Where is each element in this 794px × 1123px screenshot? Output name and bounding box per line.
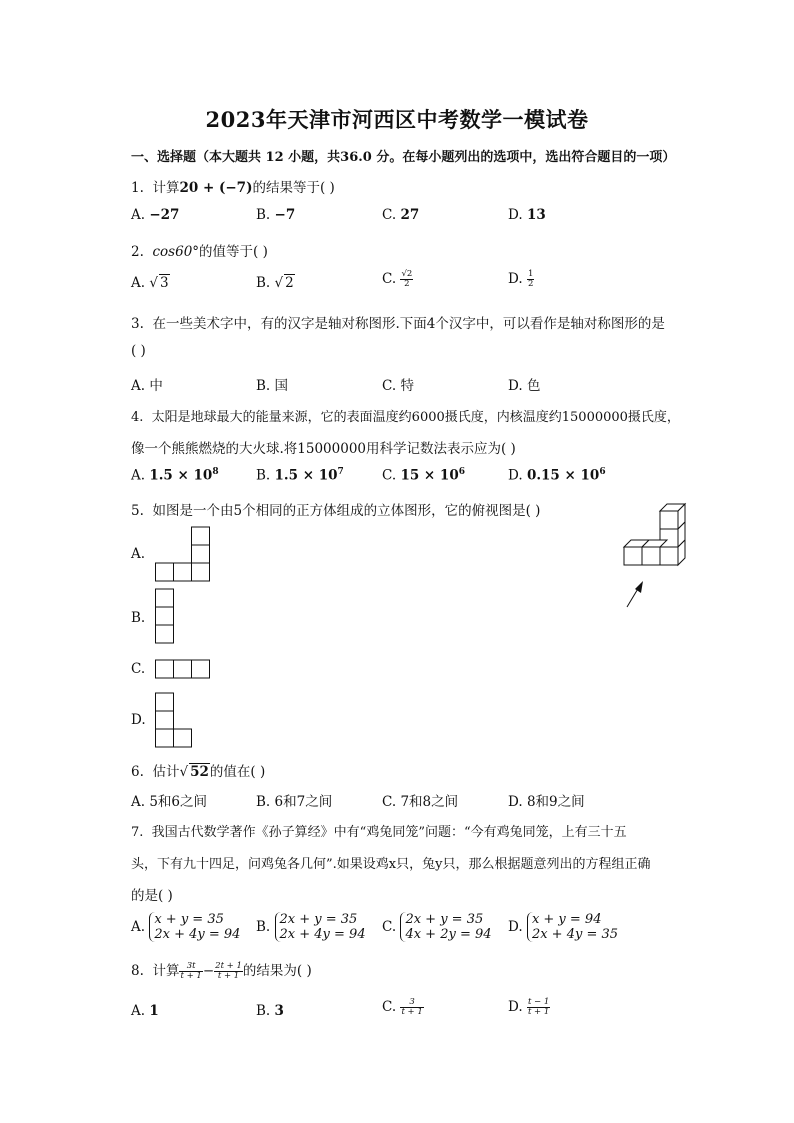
- question-number: 4.: [131, 410, 144, 425]
- question-number: 3.: [131, 316, 144, 332]
- radicand: 3: [159, 275, 169, 291]
- fraction: $\frac{√2}{2}$: [401, 269, 413, 289]
- minus-sign: −: [202, 963, 215, 979]
- question-text: 头，下有九十四足，问鸡兔各几何”.如果设鸡x只，兔y只，那么根据题意列出的方程组正确: [131, 857, 651, 872]
- equation-system: x + y = 35 2x + 4y = 94: [149, 912, 240, 942]
- option-b: B.: [131, 610, 146, 626]
- question-text: 太阳是地球最大的能量来源，它的表面温度约6000摄氏度，内核温度约15000000摄氏度，: [151, 410, 680, 425]
- option-a: [131, 1003, 159, 1019]
- option-value: 27: [400, 207, 420, 223]
- question-3: [131, 312, 665, 332]
- option-value: 1: [149, 1003, 159, 1019]
- option-b: [256, 790, 332, 810]
- option-value: 国: [274, 378, 289, 394]
- question-text: 在一些美术字中，有的汉字是轴对称图形.下面4个汉字中，可以看作是轴对称图形的是: [152, 316, 665, 332]
- question-number: 7.: [131, 825, 144, 840]
- option-value: 特: [400, 378, 414, 394]
- radicand: 2: [285, 275, 294, 291]
- option-value: 色: [526, 378, 541, 394]
- option-c: [382, 912, 492, 942]
- top-view-option-c: [154, 659, 212, 679]
- question-number: 1.: [131, 180, 144, 196]
- fraction: $\frac{3}{t + 1}$: [401, 997, 423, 1017]
- equation-system: x + y = 94 2x + 4y = 35: [527, 912, 618, 942]
- question-7: [131, 821, 627, 840]
- question-number: 2.: [131, 244, 144, 260]
- option-a: [131, 790, 207, 810]
- option-value: 6和7之间: [274, 794, 333, 810]
- option-c: C. $15 \times 10^6$: [382, 467, 465, 484]
- option-d: [508, 207, 546, 223]
- option-d: [508, 374, 540, 394]
- question-text: 的结果等于( ): [252, 180, 335, 196]
- option-label: C.: [382, 271, 397, 287]
- question-text: 的是( ): [131, 888, 173, 904]
- math-expression: 20 + (−7): [179, 180, 253, 196]
- option-label: A.: [131, 207, 146, 223]
- top-view-option-a: [154, 526, 212, 582]
- option-a: [131, 207, 179, 223]
- solid-figure-diagram: [615, 497, 695, 612]
- option-d: D.: [131, 712, 146, 728]
- option-value: −27: [149, 207, 180, 223]
- question-text: 像一个熊熊燃烧的大火球.将15000000用科学记数法表示应为( ): [131, 441, 516, 457]
- option-a: A. √ 3: [131, 275, 169, 291]
- option-label: D.: [508, 271, 523, 287]
- top-view-option-b: [154, 588, 176, 644]
- question-6: 6. 估计√ 52的值在( ): [131, 764, 266, 780]
- option-label: B.: [256, 467, 271, 484]
- option-label: C.: [382, 794, 397, 810]
- question-text: 计算: [152, 180, 180, 196]
- option-value: 3: [274, 1003, 284, 1019]
- option-value: 5和6之间: [149, 794, 208, 810]
- option-c: C.: [131, 661, 146, 677]
- option-value: 8和9之间: [526, 794, 585, 810]
- option-b: B. √ 2: [256, 275, 294, 291]
- option-label: A.: [131, 919, 146, 935]
- page-title: 2023年天津市河西区中考数学一模试卷: [205, 107, 589, 132]
- question-text: 的值等于( ): [199, 244, 268, 260]
- option-a: [131, 374, 163, 394]
- option-value: 中: [149, 378, 163, 394]
- question-4: [131, 406, 680, 425]
- option-label: A.: [131, 275, 146, 291]
- option-label: B.: [256, 919, 271, 935]
- option-value: 7和8之间: [400, 794, 459, 810]
- question-5: [131, 499, 540, 519]
- option-c: [382, 270, 413, 289]
- question-text: ( ): [131, 343, 146, 359]
- fraction: $\frac{2t + 1}{t + 1}$: [215, 961, 242, 981]
- option-label: D.: [508, 378, 523, 394]
- option-label: D.: [508, 467, 523, 484]
- question-text: 的结果为( ): [242, 963, 312, 979]
- question-text: 如图是一个由5个相同的正方体组成的立体图形，它的俯视图是( ): [152, 503, 541, 519]
- option-b: B. $1.5 \times 10^7$: [256, 467, 344, 484]
- option-label: B.: [256, 794, 271, 810]
- question-text: 估计: [152, 764, 180, 780]
- fraction: $\frac{t - 1}{t + 1}$: [527, 997, 550, 1017]
- option-b: [256, 207, 295, 223]
- equation-system: 2x + y = 35 2x + 4y = 94: [275, 912, 366, 942]
- option-d: D. $0.15 \times 10^6$: [508, 467, 606, 484]
- option-b: [256, 1003, 284, 1019]
- option-label: A.: [131, 1003, 146, 1019]
- option-a: A. $1.5 \times 10^8$: [131, 467, 219, 484]
- top-view-option-d: [154, 692, 194, 748]
- option-d: [508, 270, 534, 289]
- question-8: [131, 959, 312, 981]
- fraction: $\frac{1}{2}$: [527, 269, 534, 289]
- option-label: D.: [508, 794, 523, 810]
- section-heading: 一、选择题（本大题共 12 小题，共36.0 分。在每小题列出的选项中，选出符合题目的一项）: [131, 150, 676, 165]
- option-b: [256, 912, 366, 942]
- question-1: [131, 176, 335, 196]
- option-c: [382, 998, 424, 1017]
- fraction: $\frac{3t}{t + 1}$: [180, 961, 202, 981]
- option-d: [508, 998, 550, 1017]
- option-label: B.: [256, 378, 271, 394]
- option-label: C.: [382, 207, 397, 223]
- equation-system: 2x + y = 35 4x + 2y = 94: [400, 912, 491, 942]
- option-a: [131, 912, 240, 942]
- question-text: 计算: [152, 963, 180, 979]
- question-number: 6.: [131, 764, 144, 780]
- option-label: D.: [508, 999, 523, 1015]
- question-number: 5.: [131, 503, 144, 519]
- option-label: D.: [508, 919, 523, 935]
- option-label: B.: [256, 1003, 271, 1019]
- option-label: A.: [131, 467, 146, 484]
- question-text: 的值在( ): [209, 764, 266, 780]
- option-a: A.: [131, 546, 146, 562]
- option-label: A.: [131, 378, 146, 394]
- question-number: 8.: [131, 963, 144, 979]
- option-d: [508, 912, 618, 942]
- option-c: [382, 207, 419, 223]
- option-label: C.: [382, 999, 397, 1015]
- option-d: [508, 790, 585, 810]
- math-expression: cos60°: [152, 244, 200, 260]
- option-label: D.: [508, 207, 523, 223]
- radicand: 52: [190, 764, 209, 780]
- option-label: B.: [256, 275, 271, 291]
- option-label: C.: [382, 467, 397, 484]
- option-label: C.: [382, 919, 397, 935]
- option-c: [382, 790, 458, 810]
- option-value: −7: [274, 207, 296, 223]
- option-label: B.: [256, 207, 271, 223]
- option-c: [382, 374, 414, 394]
- question-2: [131, 240, 268, 260]
- option-label: C.: [382, 378, 397, 394]
- option-value: 13: [526, 207, 546, 223]
- question-text: 我国古代数学著作《孙子算经》中有“鸡兔同笼”问题：“今有鸡兔同笼，上有三十五: [151, 825, 627, 840]
- option-b: [256, 374, 288, 394]
- option-label: A.: [131, 794, 146, 810]
